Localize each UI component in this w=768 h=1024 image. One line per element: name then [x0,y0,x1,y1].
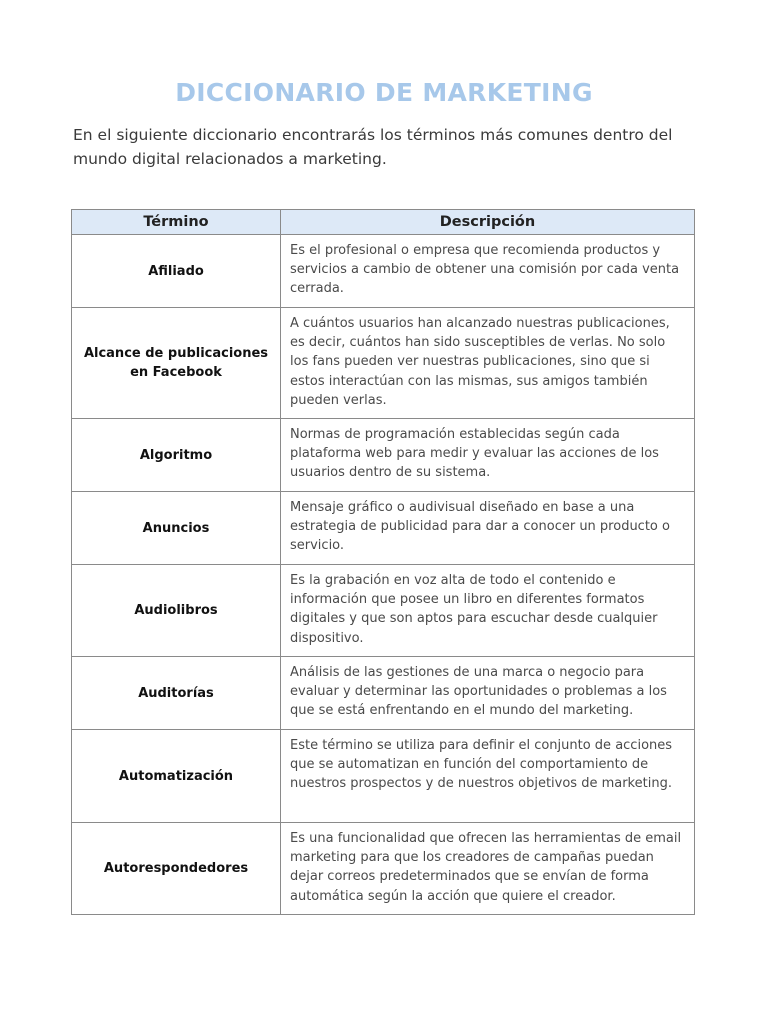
term-cell: Algoritmo [72,419,281,492]
table-row [72,565,695,657]
term-cell: Audiolibros [72,565,281,657]
term-cell: Auditorías [72,657,281,730]
table-header-row [72,210,695,235]
description-cell: Normas de programación establecidas según cada plataforma web para medir y evaluar las acciones de los usuarios dentro de su sistema. [281,419,695,492]
header-term: Término [72,210,281,235]
term-cell: Afiliado [72,235,281,308]
glossary-table [71,209,695,915]
intro-paragraph: En el siguiente diccionario encontrarás los términos más comunes dentro del mundo digital relacionados a marketing. [73,126,673,168]
description-cell: Este término se utiliza para definir el conjunto de acciones que se automatizan en función del comportamiento de nuestros prospectos y de nuestros objetivos de marketing. [281,730,695,823]
description-cell: Es el profesional o empresa que recomienda productos y servicios a cambio de obtener una comisión por cada venta cerrada. [281,235,695,308]
table-row [72,308,695,419]
term-cell: Autorespondedores [72,823,281,915]
header-description: Descripción [281,210,695,235]
table-row [72,492,695,565]
table-row [72,730,695,823]
table-row [72,657,695,730]
table-row [72,419,695,492]
table-row [72,823,695,915]
description-cell: Mensaje gráfico o audivisual diseñado en base a una estrategia de publicidad para dar a conocer un producto o servicio. [281,492,695,565]
description-cell: Análisis de las gestiones de una marca o negocio para evaluar y determinar las oportunidades o problemas a los que se está enfrentando en el mundo del marketing. [281,657,695,730]
table-row [72,235,695,308]
description-cell: Es una funcionalidad que ofrecen las herramientas de email marketing para que los creadores de campañas puedan dejar correos predeterminados que se envían de forma automática según la acción que quiere el creador. [281,823,695,915]
page-title: DICCIONARIO DE MARKETING [175,78,593,107]
term-cell: Automatización [72,730,281,823]
description-cell: A cuántos usuarios han alcanzado nuestras publicaciones, es decir, cuántos han sido susceptibles de verlas. No solo los fans pueden ver nuestras publicaciones, sino que si estos interactúan con las mismas, sus amigos también pueden verlas. [281,308,695,419]
term-cell: Anuncios [72,492,281,565]
description-cell: Es la grabación en voz alta de todo el contenido e información que posee un libro en diferentes formatos digitales y que son aptos para escuchar desde cualquier dispositivo. [281,565,695,657]
term-cell: Alcance de publicaciones en Facebook [72,308,281,419]
